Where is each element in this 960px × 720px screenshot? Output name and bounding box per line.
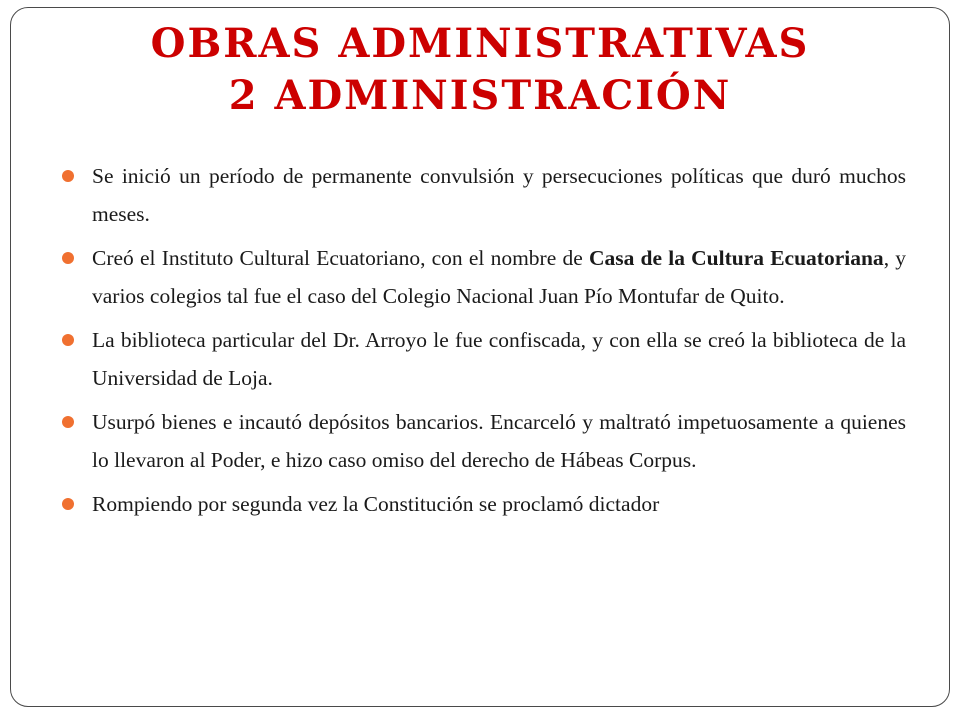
bullet-dot-icon	[62, 170, 74, 182]
slide-title	[0, 18, 960, 122]
bullet-text: La biblioteca particular del Dr. Arroyo le fue confiscada, y con ella se creó la biblioteca de la Universidad de Loja.	[92, 328, 906, 390]
bullet-text-post: , y varios colegios tal fue el caso del Colegio Nacional Juan Pío Montufar de Quito.	[92, 246, 907, 308]
bullet-item	[60, 158, 906, 233]
bullet-item	[60, 486, 906, 524]
bullet-dot-icon	[62, 416, 74, 428]
bullet-item	[60, 240, 906, 315]
title-line-2: 2 ADMINISTRACIÓN	[228, 72, 732, 119]
bullet-dot-icon	[62, 498, 74, 510]
bullet-item	[60, 404, 906, 479]
bullet-text-bold: Casa de la Cultura Ecuatoriana	[588, 246, 884, 270]
bullet-text: Se inició un período de permanente convulsión y persecuciones políticas que duró muchos meses.	[92, 164, 906, 226]
bullet-dot-icon	[62, 334, 74, 346]
bullet-list	[60, 158, 906, 531]
bullet-item	[60, 322, 906, 397]
bullet-text-pre: Creó el Instituto Cultural Ecuatoriano, con el nombre de	[92, 246, 589, 270]
bullet-dot-icon	[62, 252, 74, 264]
bullet-text: Usurpó bienes e incautó depósitos bancarios. Encarceló y maltrató impetuosamente a quienes lo llevaron al Poder, e hizo caso omiso del derecho de Hábeas Corpus.	[92, 410, 906, 472]
bullet-text: Rompiendo por segunda vez la Constitución se proclamó dictador	[92, 492, 660, 516]
title-line-1: OBRAS ADMINISTRATIVAS	[150, 20, 810, 67]
